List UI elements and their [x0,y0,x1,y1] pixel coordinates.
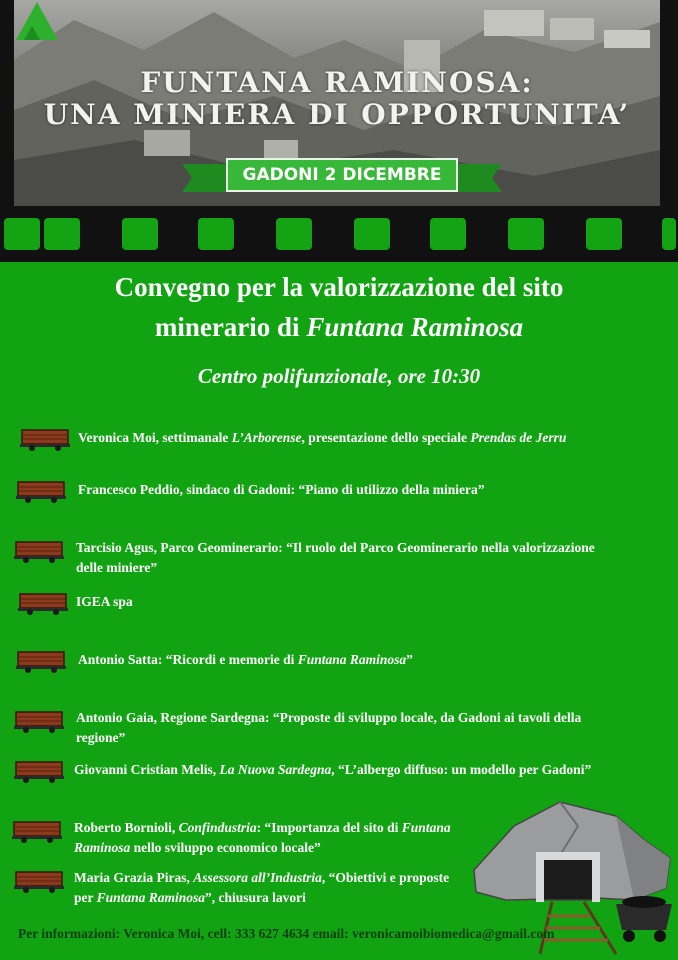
film-strip [0,212,678,256]
film-hole [44,218,80,250]
film-hole [508,218,544,250]
mine-cart-icon [616,896,672,942]
film-hole [276,218,312,250]
venue-time: Centro polifunzionale, ore 10:30 [197,364,481,388]
hero-title-line2: UNA MINIERA DI OPPORTUNITA’ [43,98,631,131]
hero-title-line1: FUNTANA RAMINOSA: [140,66,534,99]
film-hole [122,218,158,250]
speaker-text: Antonio Satta: “Ricordi e memorie di Funtana Raminosa” [78,652,413,667]
film-hole [662,218,676,250]
mountain-logo-icon [14,0,60,42]
mine-cart-icon [14,478,68,504]
mine-cart-icon [18,426,72,452]
header-banner [0,0,678,262]
date-ribbon [182,158,502,192]
headline-line1: Convegno per la valorizzazione del sito [114,272,564,302]
film-hole [198,218,234,250]
speaker-text: Roberto Bornioli, Confindustria: “Importanza del sito di Funtana Raminosa nello sviluppo economico locale” [74,820,451,855]
mine-cart-icon [14,648,68,674]
speaker-text: Veronica Moi, settimanale L’Arborense, presentazione dello speciale Prendas de Jerru [78,430,567,445]
speaker-text: IGEA spa [76,594,133,609]
mine-cart-icon [12,538,66,564]
mine-cart-icon [12,758,66,784]
date-ribbon-label: GADONI 2 DICEMBRE [226,158,458,192]
film-hole [586,218,622,250]
speaker-text: Tarcisio Agus, Parco Geominerario: “Il ruolo del Parco Geominerario nella valorizzazione delle miniere” [76,540,595,575]
speaker-text: Maria Grazia Piras, Assessora all’Industria, “Obiettivi e proposte per Funtana Raminosa”, chiusura lavori [74,870,450,905]
film-hole [354,218,390,250]
speaker-text: Giovanni Cristian Melis, La Nuova Sardegna, “L’albergo diffuso: un modello per Gadoni” [74,762,592,777]
mine-cart-icon [16,590,70,616]
speaker-text: Antonio Gaia, Regione Sardegna: “Proposte di sviluppo locale, da Gadoni ai tavoli della regione” [76,710,582,745]
film-hole [430,218,466,250]
film-hole [4,218,40,250]
contact-info: Per informazioni: Veronica Moi, cell: 333 627 4634 email: veronicamoibiomedica@gmail.com [18,926,555,941]
headline-line2: minerario di Funtana Raminosa [154,312,524,342]
mine-cart-icon [10,818,64,844]
mine-photo [14,0,660,206]
speaker-text: Francesco Peddio, sindaco di Gadoni: “Piano di utilizzo della miniera” [78,482,485,497]
mine-cart-icon [12,708,66,734]
mine-cart-icon [12,868,66,894]
